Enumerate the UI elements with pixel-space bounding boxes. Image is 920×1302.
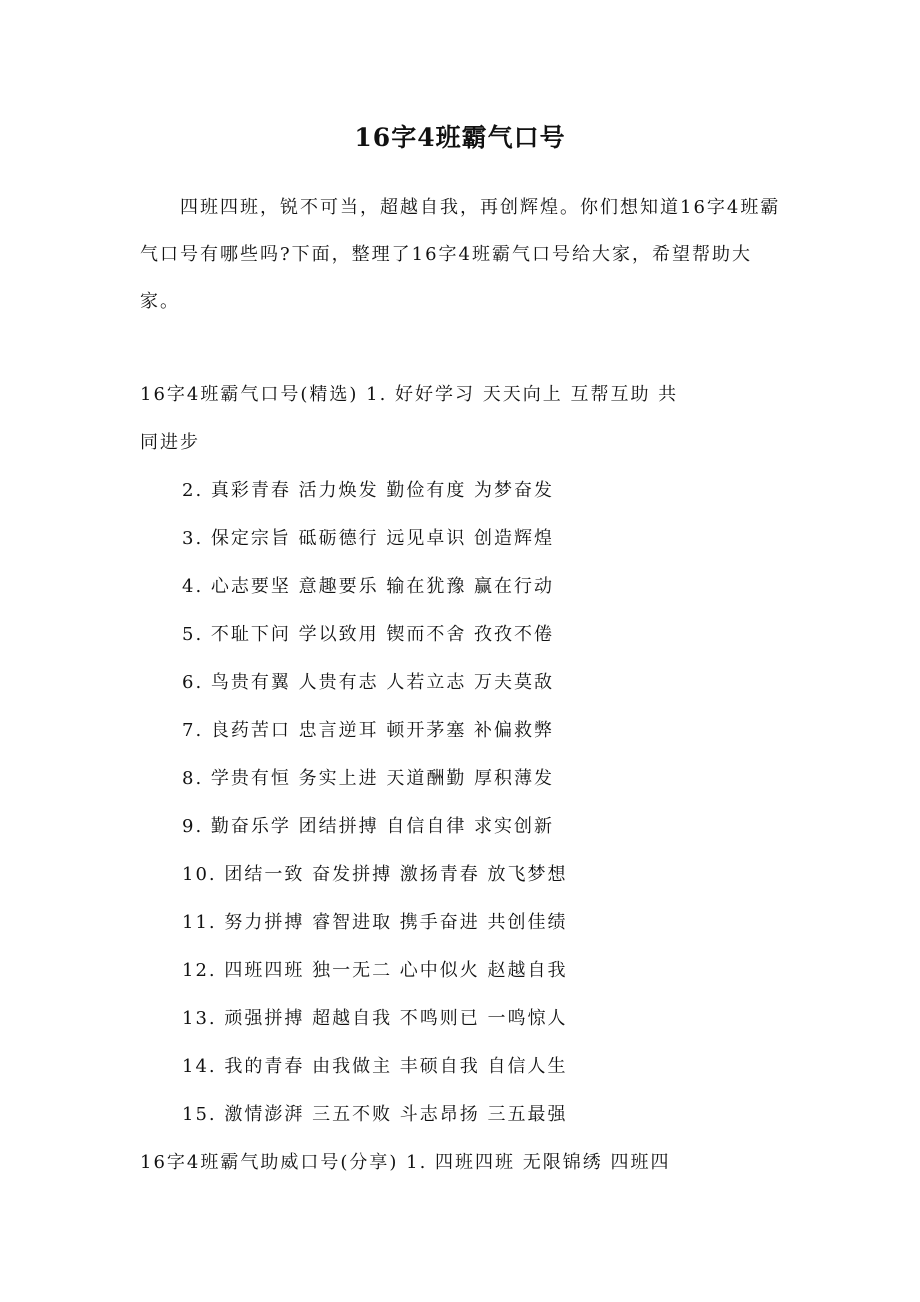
list-item: 2. 真彩青春 活力焕发 勤俭有度 为梦奋发: [182, 480, 555, 501]
list-item: 10. 团结一致 奋发拼搏 激扬青春 放飞梦想: [182, 864, 568, 885]
list-item: 3. 保定宗旨 砥砺德行 远见卓识 创造辉煌: [182, 528, 555, 549]
list-item: 8. 学贵有恒 务实上进 天道酬勤 厚积薄发: [182, 768, 555, 789]
list-item: 9. 勤奋乐学 团结拼搏 自信自律 求实创新: [182, 816, 555, 837]
list-item: 7. 良药苦口 忠言逆耳 顿开茅塞 补偏救弊: [182, 720, 555, 741]
list-item: 13. 顽强拼搏 超越自我 不鸣则已 一鸣惊人: [182, 1008, 568, 1029]
list-item: 15. 激情澎湃 三五不败 斗志昂扬 三五最强: [182, 1104, 568, 1125]
page-title: 16字4班霸气口号: [354, 123, 566, 152]
list-item: 14. 我的青春 由我做主 丰硕自我 自信人生: [182, 1056, 568, 1077]
section1-heading: 16字4班霸气口号(精选) 1. 好好学习 天天向上 互帮互助 共: [140, 384, 679, 405]
section2-heading: 16字4班霸气助威口号(分享) 1. 四班四班 无限锦绣 四班四: [140, 1152, 671, 1173]
list-item: 12. 四班四班 独一无二 心中似火 赵越自我: [182, 960, 568, 981]
list-item: 6. 鸟贵有翼 人贵有志 人若立志 万夫莫敌: [182, 672, 555, 693]
intro-paragraph: 四班四班，锐不可当，超越自我，再创辉煌。你们想知道16字4班霸气口号有哪些吗?下面，整理了16字4班霸气口号给大家，希望帮助大家。: [140, 197, 781, 312]
list-item: 4. 心志要坚 意趣要乐 输在犹豫 赢在行动: [182, 576, 555, 597]
section1-continuation: 同进步: [140, 432, 200, 453]
list-item: 11. 努力拼搏 睿智进取 携手奋进 共创佳绩: [182, 912, 568, 933]
list-item: 5. 不耻下问 学以致用 锲而不舍 孜孜不倦: [182, 624, 555, 645]
